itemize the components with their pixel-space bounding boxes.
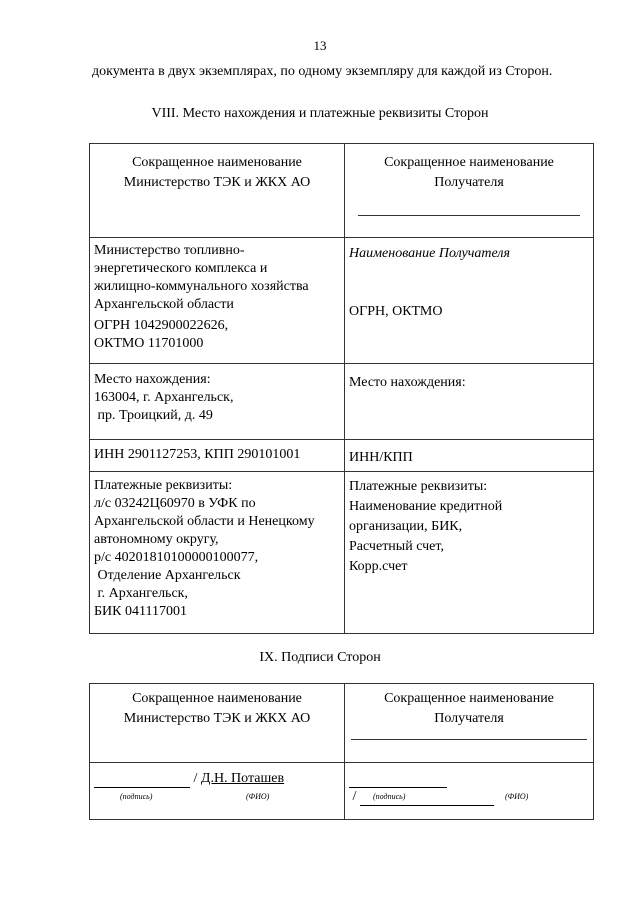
payment-line: Платежные реквизиты: xyxy=(349,479,488,494)
header-label: Сокращенное наименование xyxy=(132,691,302,706)
table-row xyxy=(90,472,594,634)
header-label: Сокращенное наименование xyxy=(132,155,302,170)
ministry-name-line: энергетического комплекса и xyxy=(94,261,268,276)
payment-line: г. Архангельск, xyxy=(94,586,188,601)
signature-line xyxy=(349,772,447,788)
ogrn-text: ОГРН 1042900022626, xyxy=(94,318,229,333)
recipient-inn-cell xyxy=(345,440,594,472)
section-9-title: IX. Подписи Сторон xyxy=(259,650,381,665)
payment-line: Отделение Архангельск xyxy=(94,568,241,583)
recipient-name-placeholder: Наименование Получателя xyxy=(349,246,511,261)
address-label: Место нахождения: xyxy=(349,375,466,390)
header-org: Министерство ТЭК и ЖКХ АО xyxy=(123,711,311,726)
caption-fio: (ФИО) xyxy=(505,792,529,801)
signatures-table xyxy=(89,683,594,820)
table-row xyxy=(90,440,594,472)
recipient-payment-cell xyxy=(345,472,594,634)
header-cell-recipient xyxy=(345,684,594,763)
inn-kpp-text: ИНН/КПП xyxy=(349,450,413,465)
header-cell-ministry xyxy=(90,684,345,763)
ministry-name-line: жилищно-коммунального хозяйства xyxy=(94,279,309,294)
ministry-address-cell xyxy=(90,364,345,440)
recipient-name-line xyxy=(358,193,580,216)
payment-line: Наименование кредитной xyxy=(349,499,503,514)
signatory-name: Д.Н. Поташев xyxy=(200,771,285,786)
recipient-signature-cell xyxy=(345,763,594,820)
table-row xyxy=(90,144,594,238)
recipient-name-cell xyxy=(345,238,594,364)
recipient-signature xyxy=(349,770,589,806)
caption-signature: (подпись) xyxy=(373,792,406,801)
payment-line: БИК 041117001 xyxy=(94,604,187,619)
ministry-name-line: Министерство топливно- xyxy=(94,243,245,258)
payment-line: Платежные реквизиты: xyxy=(94,478,233,493)
recipient-name-line xyxy=(351,729,587,740)
payment-line: организации, БИК, xyxy=(349,519,463,534)
header-label: Сокращенное наименование xyxy=(384,691,554,706)
recipient-address-cell xyxy=(345,364,594,440)
ministry-signature-cell xyxy=(90,763,345,820)
payment-line: р/с 40201810100000100077, xyxy=(94,550,259,565)
recipient-ogrn-oktmo: ОГРН, ОКТМО xyxy=(349,304,443,319)
signature-separator: / xyxy=(349,789,360,804)
ministry-name-line: Архангельской области xyxy=(94,297,234,312)
table-row xyxy=(90,684,594,763)
ministry-inn-cell xyxy=(90,440,345,472)
table-row xyxy=(90,364,594,440)
payment-line: л/с 03242Ц60970 в УФК по xyxy=(94,496,256,511)
ministry-signature xyxy=(94,770,340,801)
intro-text: документа в двух экземплярах, по одному экземпляру для каждой из Сторон. xyxy=(92,64,553,79)
header-org: Министерство ТЭК и ЖКХ АО xyxy=(123,175,311,190)
oktmo-text: ОКТМО 11701000 xyxy=(94,336,204,351)
address-label: Место нахождения: xyxy=(94,372,211,387)
table-row xyxy=(90,238,594,364)
section-8-title: VIII. Место нахождения и платежные реквизиты Сторон xyxy=(151,106,489,121)
header-label: Сокращенное наименование xyxy=(384,155,554,170)
signature-separator: / xyxy=(190,771,201,786)
header-org: Получателя xyxy=(434,175,504,190)
ministry-payment-cell xyxy=(90,472,345,634)
caption-signature: (подпись) xyxy=(120,792,153,801)
table-row xyxy=(90,763,594,820)
caption-fio: (ФИО) xyxy=(246,792,270,801)
signature-line xyxy=(94,772,190,788)
payment-line: автономному округу, xyxy=(94,532,219,547)
payment-line: Расчетный счет, xyxy=(349,539,444,554)
address-line: 163004, г. Архангельск, xyxy=(94,390,234,405)
header-cell-recipient xyxy=(345,144,594,238)
payment-line: Корр.счет xyxy=(349,559,408,574)
address-line: пр. Троицкий, д. 49 xyxy=(94,408,213,423)
page-number: 13 xyxy=(313,38,327,53)
header-cell-ministry xyxy=(90,144,345,238)
payment-line: Архангельской области и Ненецкому xyxy=(94,514,315,529)
header-org: Получателя xyxy=(434,711,504,726)
inn-kpp-text: ИНН 2901127253, КПП 290101001 xyxy=(94,447,301,462)
requisites-table xyxy=(89,143,594,634)
ministry-name-cell xyxy=(90,238,345,364)
